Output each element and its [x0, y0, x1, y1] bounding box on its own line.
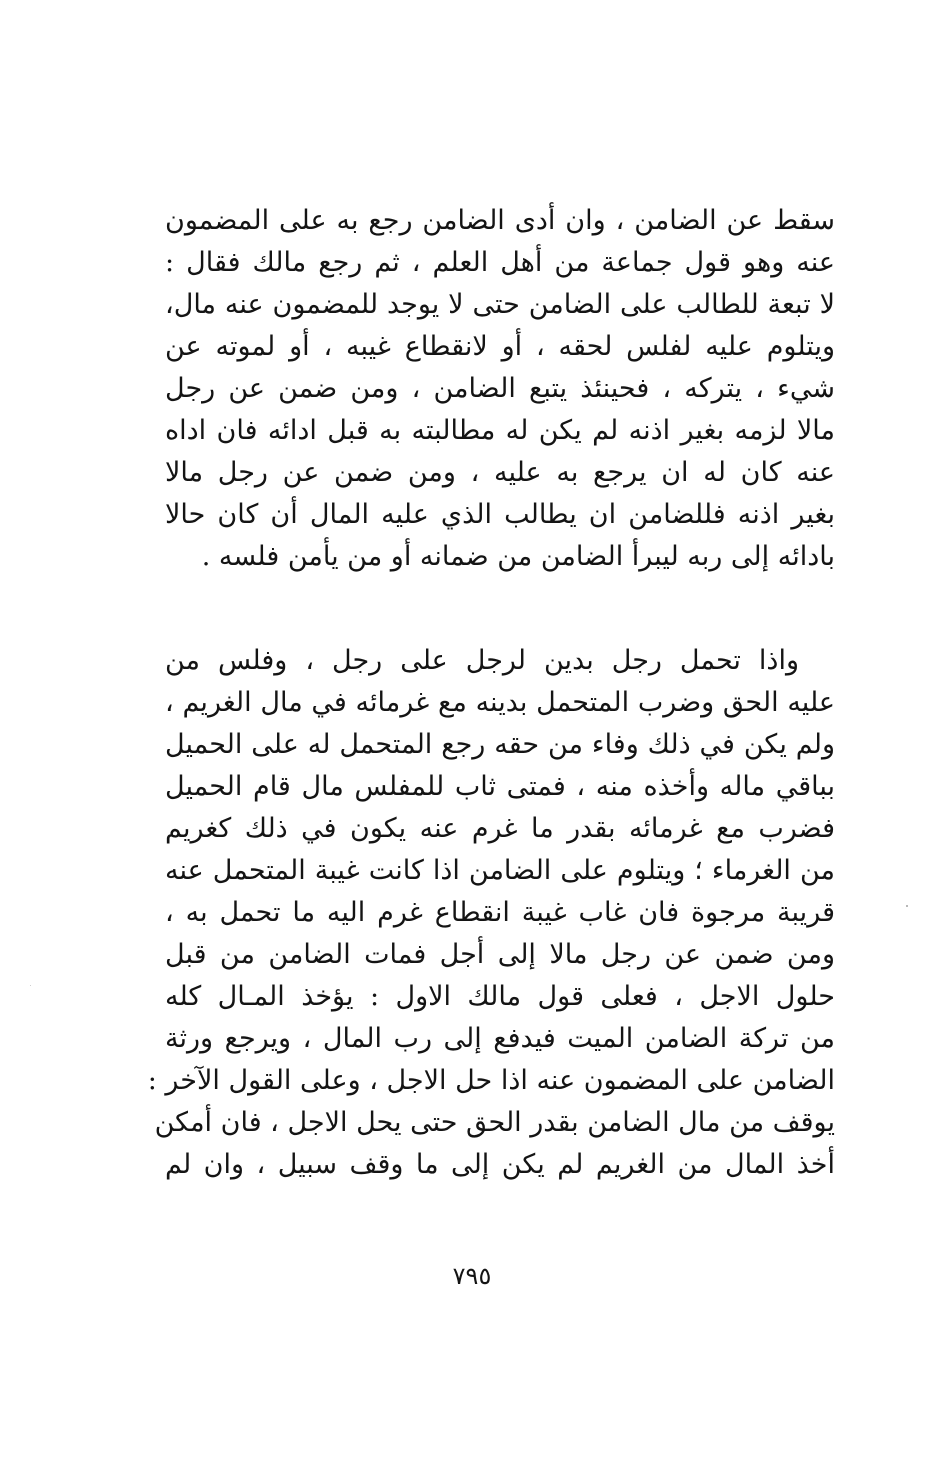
text-line: أخذ المال من الغريم لم يكن إلى ما وقف سبيل ، وان لم: [165, 1149, 835, 1180]
text-line: لا تبعة للطالب على الضامن حتى لا يوجد للمضمون عنه مال،: [165, 289, 835, 320]
scan-speck: [30, 985, 31, 986]
text-line: ويتلوم عليه لفلس لحقه ، أو لانقطاع غيبه ، أو لموته عن: [165, 331, 835, 362]
text-line: بباقي ماله وأخذه منه ، فمتى ثاب للمفلس مال قام الحميل: [165, 771, 835, 802]
text-line: واذا تحمل رجل بدين لرجل على رجل ، وفلس من: [165, 645, 799, 676]
text-line: عليه الحق وضرب المتحمل بدينه مع غرمائه في مال الغريم ،: [165, 687, 835, 718]
text-line: ولم يكن في ذلك وفاء من حقه رجع المتحمل له على الحميل: [165, 729, 835, 760]
text-line: قريبة مرجوة فان غاب غيبة انقطاع غرم اليه ما تحمل به ،: [165, 897, 835, 928]
text-line: شيء ، يتركه ، فحينئذ يتبع الضامن ، ومن ضمن عن رجل: [165, 373, 835, 404]
paragraph-2: [147, 640, 835, 1186]
text-line: بادائه إلى ربه ليبرأ الضامن من ضمانه أو من يأمن فلسه .: [201, 541, 835, 572]
text-line: يوقف من مال الضامن بقدر الحق حتى يحل الاجل ، فان أمكن: [154, 1107, 835, 1138]
text-line: حلول الاجل ، فعلى قول مالك الاول : يؤخذ المـال كله: [165, 981, 835, 1012]
text-line: عنه وهو قول جماعة من أهل العلم ، ثم رجع مالك فقال :: [165, 247, 835, 278]
text-line: من الغرماء ؛ ويتلوم على الضامن اذا كانت غيبة المتحمل عنه: [165, 855, 835, 886]
text-line: من تركة الضامن الميت فيدفع إلى رب المال ، ويرجع ورثة: [165, 1023, 835, 1054]
text-line: الضامن على المضمون عنه اذا حل الاجل ، وعلى القول الآخر :: [147, 1065, 835, 1096]
text-line: بغير اذنه فللضامن ان يطالب الذي عليه المال أن كان حالا: [165, 499, 835, 530]
text-line: فضرب مع غرمائه بقدر ما غرم عنه يكون في ذلك كغريم: [165, 813, 835, 844]
scan-speck: [906, 905, 908, 907]
text-line: ومن ضمن عن رجل مالا إلى أجل فمات الضامن من قبل: [165, 939, 835, 970]
paragraph-1: [165, 200, 835, 578]
text-line: عنه كان له ان يرجع به عليه ، ومن ضمن عن رجل مالا: [165, 457, 835, 488]
page-number: ٧٩٥: [452, 1262, 492, 1290]
text-line: سقط عن الضامن ، وان أدى الضامن رجع به على المضمون: [165, 205, 835, 236]
text-line: مالا لزمه بغير اذنه لم يكن له مطالبته به قبل ادائه فان اداه: [165, 415, 835, 446]
